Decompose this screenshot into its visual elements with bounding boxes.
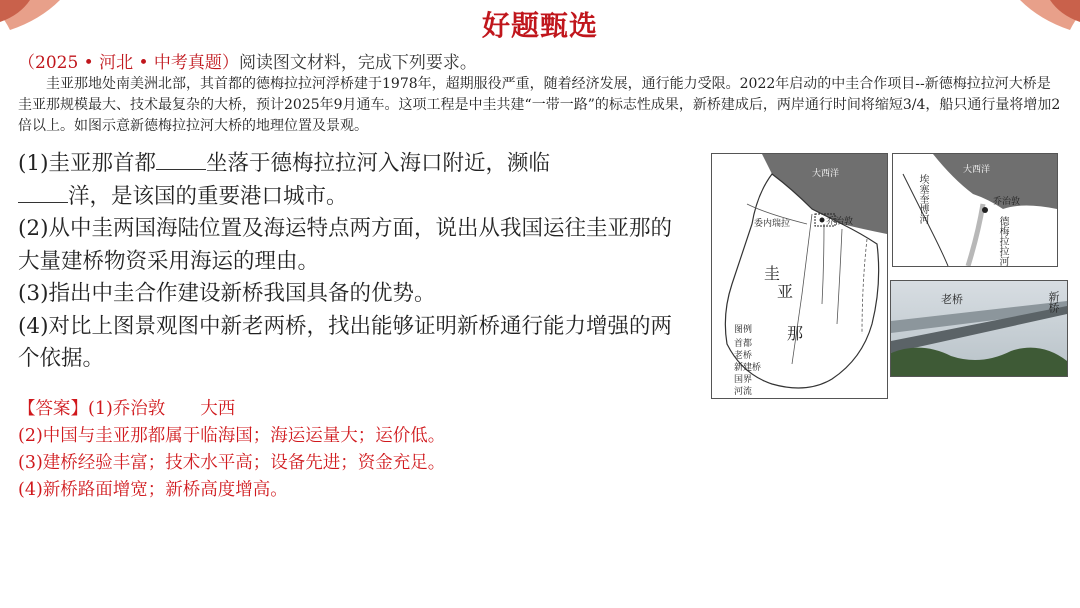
answer-blank-2	[18, 184, 68, 203]
inset-map	[892, 153, 1058, 267]
question-list	[18, 148, 688, 376]
answer-4: (4)新桥路面增宽；新桥高度增高。	[18, 480, 288, 500]
legend-item-border: 国界	[734, 375, 753, 385]
source-instruction: 阅读图文材料，完成下列要求。	[238, 53, 477, 73]
country-char-1: 圭	[764, 264, 781, 283]
question-2: (2)从中圭两国海陆位置及海运特点两方面，说出从我国运往圭亚那的大量建桥物资采用海运的理由。	[18, 216, 672, 274]
legend-item-capital: 首都	[734, 339, 753, 349]
map-neighbor-label: 委内瑞拉	[754, 219, 791, 229]
question-1: (1)圭亚那首都 坐落于德梅拉拉河入海口附近，濒临 洋，是该国的重要港口城市。	[18, 151, 550, 209]
inset-city-label: 乔治敦	[993, 197, 1021, 207]
answer-section	[18, 396, 445, 504]
answer-1: 【答案】(1)乔治敦 大西	[18, 399, 236, 419]
legend-title: 图例	[734, 325, 753, 335]
page-title: 好题甄选	[481, 9, 598, 42]
inset-river-right-label: 德梅拉拉河	[997, 216, 1008, 266]
intro-paragraph	[18, 74, 1064, 137]
country-char-2: 亚	[777, 282, 794, 301]
answer-2: (2)中国与圭亚那都属于临海国；海运运量大；运价低。	[18, 426, 446, 446]
answer-3: (3)建桥经验丰富；技术水平高；设备先进；资金充足。	[18, 453, 446, 473]
inset-capital-marker-icon	[982, 207, 988, 213]
inset-ocean-label: 大西洋	[963, 165, 991, 175]
source-tag: （2025 • 河北 • 中考真题）	[18, 53, 239, 73]
inset-river-left-label: 埃塞奎博河	[917, 174, 928, 224]
capital-marker-icon	[820, 218, 825, 223]
legend-item-river: 河流	[734, 387, 753, 397]
photo-old-bridge-label: 老桥	[941, 293, 963, 306]
answer-blank-1	[156, 151, 206, 170]
question-4: (4)对比上图景观图中新老两桥，找出能够证明新桥通行能力增强的两个依据。	[18, 313, 672, 371]
question-source	[18, 48, 477, 73]
map-capital-label: 乔治敦	[826, 217, 854, 227]
legend-item-old-bridge: 老桥	[734, 351, 753, 361]
country-char-3: 那	[787, 324, 804, 343]
question-3: (3)指出中圭合作建设新桥我国具备的优势。	[18, 281, 436, 306]
photo-new-bridge-label: 新桥	[1047, 291, 1060, 313]
bridge-photo	[890, 280, 1068, 377]
map-ocean-label: 大西洋	[812, 169, 840, 179]
legend-item-new-bridge: 新建桥	[734, 363, 762, 373]
guyana-map	[711, 153, 888, 399]
intro-text: 圭亚那地处南美洲北部，其首都的德梅拉拉河浮桥建于1978年，超期服役严重，随着经济发展，通行能力受限。2022年启动的中圭合作项目--新德梅拉拉河大桥是圭亚那规模最大、技术最复杂的大桥，预计2025年9月通车。这项工程是中圭共建“一带一路”的标志性成果，新桥建成后，两岸通行时间将缩短3/4，船只通行量将增加2倍以上。如图示意新德梅拉拉河大桥的地理位置及景观。	[18, 76, 1061, 134]
